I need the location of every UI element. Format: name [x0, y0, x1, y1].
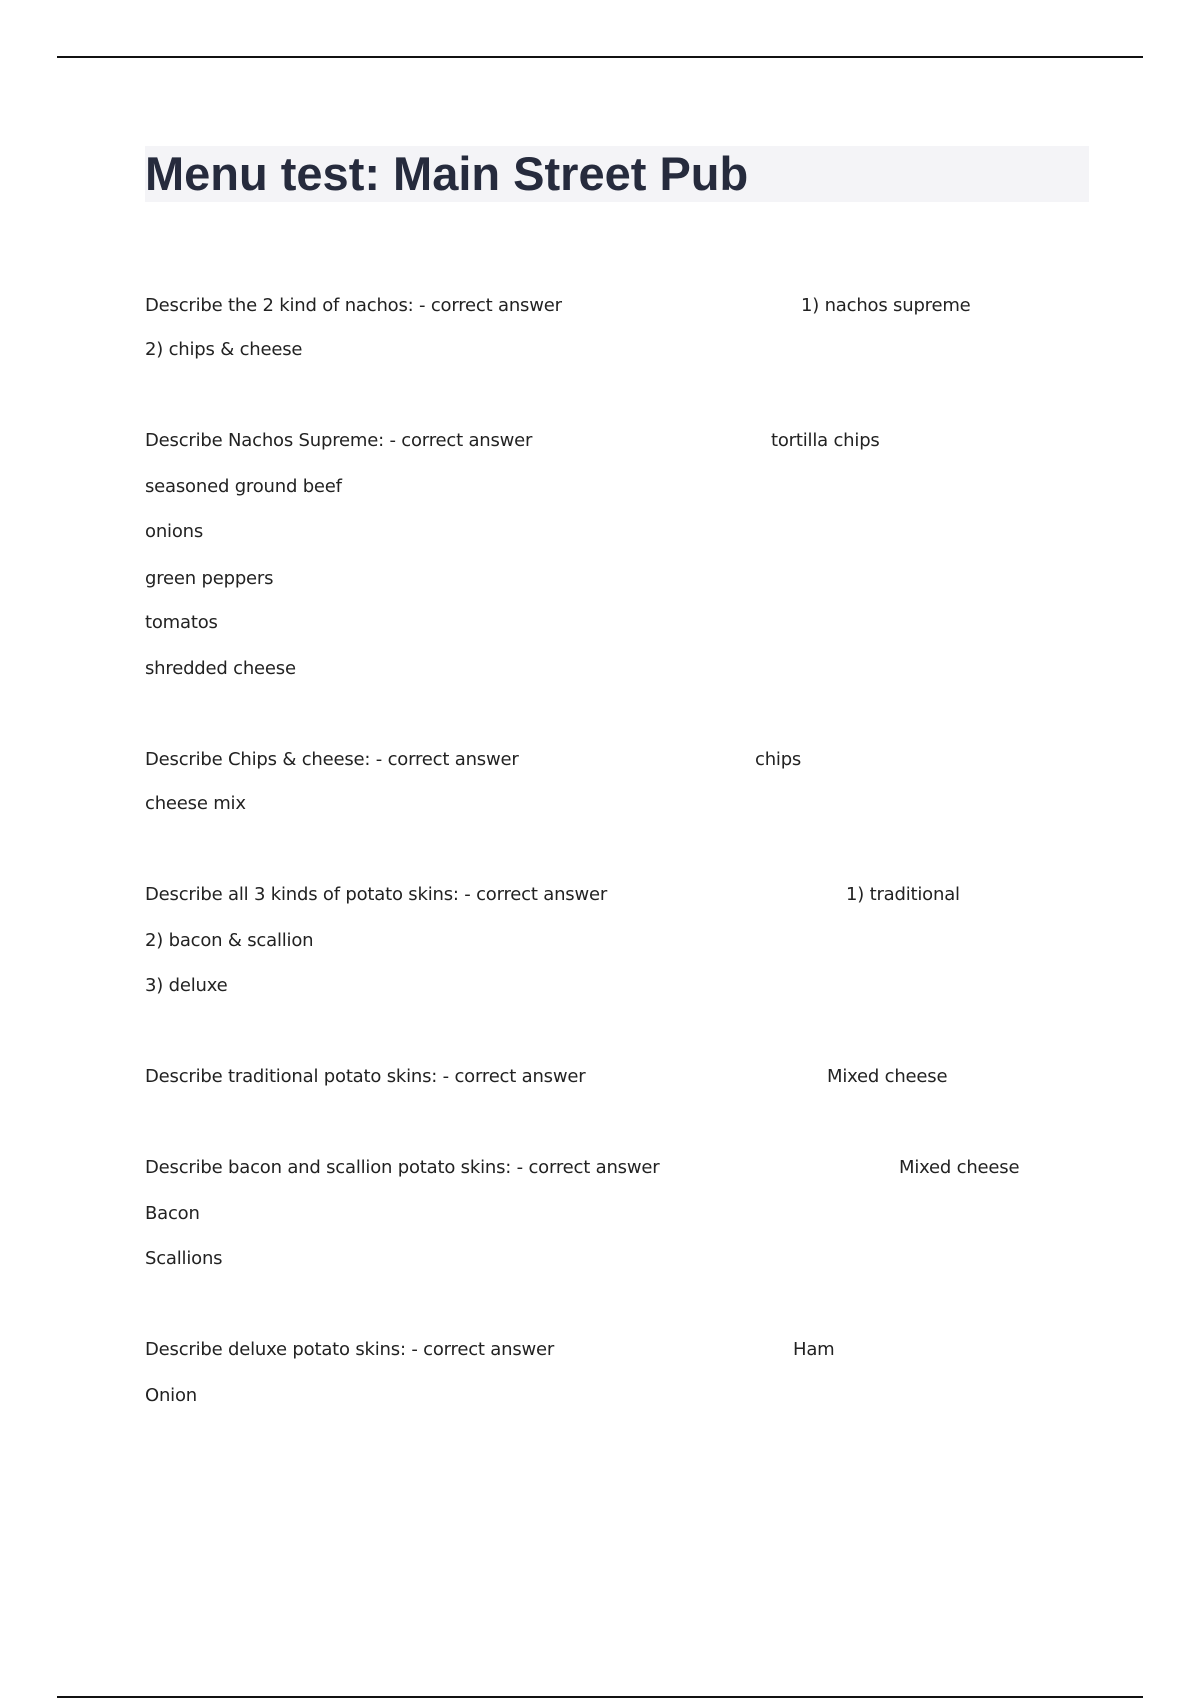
question-text: Describe all 3 kinds of potato skins: - correct answer: [145, 884, 608, 905]
answer-line: 3) deluxe: [145, 975, 228, 996]
answer-line: Scallions: [145, 1248, 223, 1269]
answer-text: Mixed cheese: [899, 1157, 1020, 1178]
answer-line: green peppers: [145, 568, 274, 589]
question-text: Describe Nachos Supreme: - correct answer: [145, 430, 533, 451]
answer-line: onions: [145, 521, 204, 542]
answer-text: 1) nachos supreme: [801, 295, 971, 316]
header-rule: [57, 56, 1143, 58]
answer-line: seasoned ground beef: [145, 476, 342, 497]
question-text: Describe traditional potato skins: - correct answer: [145, 1066, 586, 1087]
answer-text: 1) traditional: [846, 884, 960, 905]
page-title: Menu test: Main Street Pub: [145, 147, 749, 200]
answer-line: Bacon: [145, 1203, 200, 1224]
answer-line: 2) bacon & scallion: [145, 930, 314, 951]
answer-text: chips: [755, 749, 802, 770]
answer-line: 2) chips & cheese: [145, 339, 303, 360]
question-text: Describe Chips & cheese: - correct answer: [145, 749, 519, 770]
question-text: Describe bacon and scallion potato skins: - correct answer: [145, 1157, 660, 1178]
question-text: Describe deluxe potato skins: - correct answer: [145, 1339, 555, 1360]
answer-text: tortilla chips: [771, 430, 880, 451]
answer-text: Mixed cheese: [827, 1066, 948, 1087]
footer-rule: [57, 1696, 1143, 1698]
question-text: Describe the 2 kind of nachos: - correct answer: [145, 295, 562, 316]
answer-text: Ham: [793, 1339, 835, 1360]
answer-line: tomatos: [145, 612, 218, 633]
answer-line: cheese mix: [145, 793, 246, 814]
answer-line: shredded cheese: [145, 658, 296, 679]
answer-line: Onion: [145, 1385, 197, 1406]
